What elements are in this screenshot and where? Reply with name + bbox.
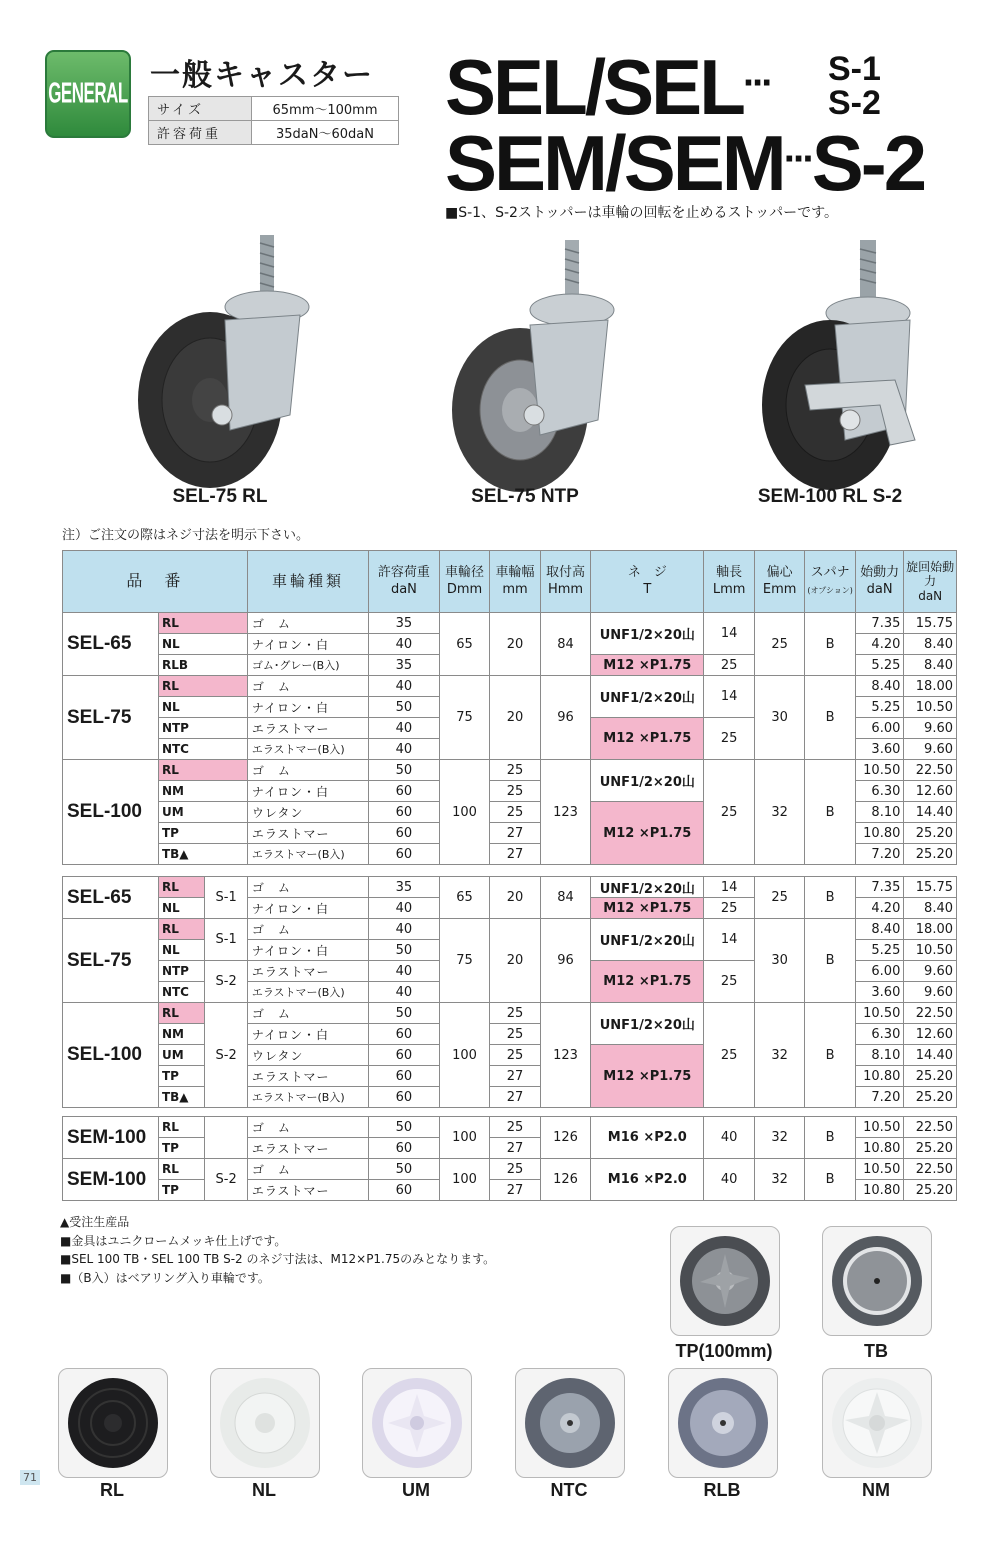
footnote: ■SEL 100 TB・SEL 100 TB S-2 のネジ寸法は、M12×P1.75のみとなります。 bbox=[60, 1252, 496, 1267]
load: 40 bbox=[369, 634, 440, 655]
load: 40 bbox=[369, 919, 440, 940]
table-row bbox=[63, 676, 957, 697]
wheel-code: RL bbox=[158, 760, 247, 781]
header-offset: 偏心 Emm bbox=[754, 551, 805, 613]
load: 60 bbox=[369, 823, 440, 844]
load: 40 bbox=[369, 718, 440, 739]
diameter: 75 bbox=[439, 919, 490, 1003]
stopper-note: ■S-1、S-2ストッパーは車輪の回転を止めるストッパーです。 bbox=[445, 205, 838, 221]
thread: M16 ×P2.0 bbox=[591, 1159, 704, 1201]
wheel-code: NM bbox=[158, 781, 247, 802]
start-force: 5.25 bbox=[855, 940, 903, 961]
swivel-force: 9.60 bbox=[904, 718, 957, 739]
height: 126 bbox=[540, 1159, 591, 1201]
wheel-type: ゴム･グレー(B入) bbox=[247, 655, 368, 676]
start-force: 7.35 bbox=[855, 877, 903, 898]
product-label: SEL-75 RL bbox=[172, 486, 268, 507]
title-suffix-s1: S-1 bbox=[828, 50, 881, 88]
title-line1: SEL/SEL··· bbox=[445, 43, 771, 131]
width: 27 bbox=[490, 844, 541, 865]
width: 25 bbox=[490, 1003, 541, 1024]
model-name: SEL-65 bbox=[63, 613, 159, 676]
height: 126 bbox=[540, 1117, 591, 1159]
wheel-code: TP bbox=[158, 823, 247, 844]
footnote: ▲受注生産品 bbox=[60, 1215, 130, 1229]
wheel-type: ナイロン・白 bbox=[247, 1024, 368, 1045]
wheel-code: NL bbox=[158, 940, 204, 961]
wheel-type: エラストマー(B入) bbox=[247, 1087, 368, 1108]
table-row bbox=[63, 877, 957, 898]
offset: 30 bbox=[754, 919, 805, 1003]
category-title: 一般キャスター bbox=[150, 58, 374, 93]
height: 84 bbox=[540, 613, 591, 676]
wheel-label: RLB bbox=[703, 1480, 741, 1500]
header-spanner: スパナ (オプション) bbox=[805, 551, 856, 613]
swivel-force: 25.20 bbox=[904, 844, 957, 865]
wheel-type: ナイロン・白 bbox=[247, 634, 368, 655]
header-width: 車輪幅 mm bbox=[490, 551, 541, 613]
wheel-type: ゴ ム bbox=[247, 676, 368, 697]
offset: 30 bbox=[754, 676, 805, 760]
wheel-code: RLB bbox=[158, 655, 247, 676]
thread: UNF1/2×20山 bbox=[591, 613, 704, 655]
axle: 25 bbox=[704, 1003, 755, 1108]
spec-table bbox=[148, 96, 399, 145]
start-force: 3.60 bbox=[855, 982, 903, 1003]
swivel-force: 8.40 bbox=[904, 655, 957, 676]
model-name: SEL-75 bbox=[63, 676, 159, 760]
height: 96 bbox=[540, 919, 591, 1003]
wheel-type: エラストマー(B入) bbox=[247, 739, 368, 760]
swivel-force: 22.50 bbox=[904, 1003, 957, 1024]
width: 25 bbox=[490, 1045, 541, 1066]
title-line2: SEM/SEM···S-2 bbox=[445, 119, 925, 207]
swivel-force: 15.75 bbox=[904, 877, 957, 898]
width: 27 bbox=[490, 1066, 541, 1087]
page-number: 71 bbox=[20, 1470, 40, 1485]
load: 40 bbox=[369, 739, 440, 760]
wheel-label: UM bbox=[402, 1480, 430, 1500]
spec-key: サイズ bbox=[149, 97, 252, 121]
load: 60 bbox=[369, 802, 440, 823]
spanner: B bbox=[805, 760, 856, 865]
model-name: SEM-100 bbox=[63, 1117, 159, 1159]
start-force: 10.80 bbox=[855, 823, 903, 844]
load: 50 bbox=[369, 1003, 440, 1024]
swivel-force: 25.20 bbox=[904, 823, 957, 844]
wheel-sample-tp bbox=[670, 1226, 780, 1336]
thread: UNF1/2×20山 bbox=[591, 919, 704, 961]
wheel-type: ウレタン bbox=[247, 1045, 368, 1066]
wheel-type: エラストマー(B入) bbox=[247, 982, 368, 1003]
stopper-type: S-1 bbox=[205, 877, 247, 919]
thread: M12 ×P1.75 bbox=[591, 655, 704, 676]
wheel-code: RL bbox=[158, 919, 204, 940]
header-diameter: 車輪径 Dmm bbox=[439, 551, 490, 613]
start-force: 6.30 bbox=[855, 781, 903, 802]
wheel-type: ゴ ム bbox=[247, 760, 368, 781]
thread: UNF1/2×20山 bbox=[591, 1003, 704, 1045]
width: 20 bbox=[490, 613, 541, 676]
thread: UNF1/2×20山 bbox=[591, 676, 704, 718]
swivel-force: 14.40 bbox=[904, 802, 957, 823]
wheel-code: NM bbox=[158, 1024, 204, 1045]
table-row bbox=[63, 919, 957, 940]
load: 40 bbox=[369, 898, 440, 919]
start-force: 10.50 bbox=[855, 760, 903, 781]
offset: 25 bbox=[754, 877, 805, 919]
header-model: 品 番 bbox=[63, 551, 248, 613]
swivel-force: 18.00 bbox=[904, 919, 957, 940]
stopper-type: S-2 bbox=[205, 1003, 247, 1108]
wheel-type: ナイロン・白 bbox=[247, 940, 368, 961]
thread: M12 ×P1.75 bbox=[591, 802, 704, 865]
wheel-code: TB▲ bbox=[158, 1087, 204, 1108]
axle: 40 bbox=[704, 1117, 755, 1159]
width: 25 bbox=[490, 781, 541, 802]
load: 60 bbox=[369, 1180, 440, 1201]
height: 123 bbox=[540, 1003, 591, 1108]
wheel-label: TB bbox=[864, 1341, 888, 1361]
offset: 32 bbox=[754, 760, 805, 865]
thread: UNF1/2×20山 bbox=[591, 877, 704, 898]
load: 35 bbox=[369, 877, 440, 898]
wheel-code: RL bbox=[158, 1003, 204, 1024]
wheel-code: NL bbox=[158, 697, 247, 718]
width: 20 bbox=[490, 919, 541, 1003]
wheel-type: ナイロン・白 bbox=[247, 697, 368, 718]
wheel-type: ゴ ム bbox=[247, 919, 368, 940]
model-name: SEL-65 bbox=[63, 877, 159, 919]
start-force: 10.80 bbox=[855, 1066, 903, 1087]
load: 50 bbox=[369, 760, 440, 781]
height: 96 bbox=[540, 676, 591, 760]
load: 40 bbox=[369, 982, 440, 1003]
load: 40 bbox=[369, 961, 440, 982]
product-label: SEM-100 RL S-2 bbox=[757, 486, 903, 507]
spanner: B bbox=[805, 919, 856, 1003]
wheel-type: ゴ ム bbox=[247, 1117, 368, 1138]
title-suffix-s2: S-2 bbox=[828, 84, 881, 122]
start-force: 4.20 bbox=[855, 634, 903, 655]
load: 60 bbox=[369, 781, 440, 802]
spec-table-stopper bbox=[62, 876, 957, 1108]
model-name: SEL-100 bbox=[63, 760, 159, 865]
axle: 25 bbox=[704, 718, 755, 760]
swivel-force: 14.40 bbox=[904, 1045, 957, 1066]
width: 25 bbox=[490, 802, 541, 823]
stopper-type: S-2 bbox=[205, 1159, 247, 1201]
swivel-force: 18.00 bbox=[904, 676, 957, 697]
width: 27 bbox=[490, 1138, 541, 1159]
diameter: 75 bbox=[439, 676, 490, 760]
start-force: 5.25 bbox=[855, 655, 903, 676]
table-row bbox=[63, 613, 957, 634]
caster-photo-sem100rls2 bbox=[720, 235, 970, 505]
start-force: 7.20 bbox=[855, 844, 903, 865]
start-force: 6.00 bbox=[855, 718, 903, 739]
spanner: B bbox=[805, 1117, 856, 1159]
product-label: SEL-75 NTP bbox=[471, 486, 579, 507]
load: 60 bbox=[369, 1087, 440, 1108]
width: 25 bbox=[490, 1024, 541, 1045]
start-force: 8.40 bbox=[855, 676, 903, 697]
stopper-type bbox=[205, 1117, 247, 1159]
load: 60 bbox=[369, 1045, 440, 1066]
header-height: 取付高 Hmm bbox=[540, 551, 591, 613]
thread: UNF1/2×20山 bbox=[591, 760, 704, 802]
wheel-type: ウレタン bbox=[247, 802, 368, 823]
diameter: 65 bbox=[439, 613, 490, 676]
swivel-force: 25.20 bbox=[904, 1138, 957, 1159]
width: 20 bbox=[490, 877, 541, 919]
swivel-force: 25.20 bbox=[904, 1180, 957, 1201]
order-note: 注）ご注文の際はネジ寸法を明示下さい。 bbox=[62, 528, 310, 543]
wheel-code: RL bbox=[158, 676, 247, 697]
wheel-sample-nl bbox=[210, 1368, 320, 1478]
table-row bbox=[63, 1003, 957, 1024]
offset: 32 bbox=[754, 1117, 805, 1159]
swivel-force: 10.50 bbox=[904, 697, 957, 718]
diameter: 100 bbox=[439, 760, 490, 865]
wheel-type: ゴ ム bbox=[247, 877, 368, 898]
spec-key: 許容荷重 bbox=[149, 121, 252, 145]
wheel-type: ゴ ム bbox=[247, 1159, 368, 1180]
height: 84 bbox=[540, 877, 591, 919]
spanner: B bbox=[805, 1159, 856, 1201]
start-force: 5.25 bbox=[855, 697, 903, 718]
wheel-code: TB▲ bbox=[158, 844, 247, 865]
start-force: 7.35 bbox=[855, 613, 903, 634]
wheel-sample-ntc bbox=[515, 1368, 625, 1478]
model-name: SEM-100 bbox=[63, 1159, 159, 1201]
spanner: B bbox=[805, 1003, 856, 1108]
swivel-force: 9.60 bbox=[904, 739, 957, 760]
wheel-type: エラストマー(B入) bbox=[247, 844, 368, 865]
load: 35 bbox=[369, 613, 440, 634]
wheel-code: RL bbox=[158, 877, 204, 898]
axle: 14 bbox=[704, 877, 755, 898]
wheel-code: TP bbox=[158, 1138, 204, 1159]
title-dots: ··· bbox=[783, 137, 812, 181]
start-force: 6.00 bbox=[855, 961, 903, 982]
wheel-code: NTP bbox=[158, 718, 247, 739]
wheel-type: エラストマー bbox=[247, 823, 368, 844]
swivel-force: 22.50 bbox=[904, 1159, 957, 1180]
header-load: 許容荷重 daN bbox=[369, 551, 440, 613]
wheel-code: RL bbox=[158, 1117, 204, 1138]
offset: 32 bbox=[754, 1159, 805, 1201]
wheel-type: エラストマー bbox=[247, 961, 368, 982]
swivel-force: 22.50 bbox=[904, 760, 957, 781]
header-axle: 軸長 Lmm bbox=[704, 551, 755, 613]
start-force: 10.50 bbox=[855, 1159, 903, 1180]
spec-table-sem bbox=[62, 1116, 957, 1201]
footnote: ■金具はユニクロームメッキ仕上げです。 bbox=[60, 1233, 287, 1248]
load: 50 bbox=[369, 940, 440, 961]
table-row bbox=[63, 1117, 957, 1138]
swivel-force: 25.20 bbox=[904, 1066, 957, 1087]
wheel-sample-rlb bbox=[668, 1368, 778, 1478]
load: 60 bbox=[369, 1138, 440, 1159]
load: 50 bbox=[369, 1117, 440, 1138]
wheel-code: TP bbox=[158, 1066, 204, 1087]
width: 25 bbox=[490, 760, 541, 781]
wheel-sample-tb bbox=[822, 1226, 932, 1336]
start-force: 3.60 bbox=[855, 739, 903, 760]
swivel-force: 25.20 bbox=[904, 1087, 957, 1108]
width: 25 bbox=[490, 1117, 541, 1138]
axle: 25 bbox=[704, 898, 755, 919]
wheel-code: RL bbox=[158, 1159, 204, 1180]
footnote: ■（B入）はベアリング入り車輪です。 bbox=[60, 1270, 270, 1285]
start-force: 8.40 bbox=[855, 919, 903, 940]
wheel-code: NTP bbox=[158, 961, 204, 982]
load: 60 bbox=[369, 1024, 440, 1045]
stopper-type: S-2 bbox=[205, 961, 247, 1003]
wheel-code: UM bbox=[158, 1045, 204, 1066]
wheel-type: エラストマー bbox=[247, 1180, 368, 1201]
spec-value: 35daN～60daN bbox=[252, 121, 399, 145]
start-force: 10.50 bbox=[855, 1117, 903, 1138]
header-start-force: 始動力 daN bbox=[855, 551, 903, 613]
wheel-sample-nm bbox=[822, 1368, 932, 1478]
diameter: 100 bbox=[439, 1117, 490, 1159]
model-name: SEL-100 bbox=[63, 1003, 159, 1108]
wheel-type: エラストマー bbox=[247, 718, 368, 739]
load: 50 bbox=[369, 697, 440, 718]
caster-photo-sel75rl bbox=[110, 225, 360, 495]
swivel-force: 8.40 bbox=[904, 898, 957, 919]
table-row bbox=[63, 1159, 957, 1180]
thread: M12 ×P1.75 bbox=[591, 718, 704, 760]
wheel-label: TP(100mm) bbox=[675, 1341, 773, 1361]
width: 27 bbox=[490, 823, 541, 844]
load: 40 bbox=[369, 676, 440, 697]
spanner: B bbox=[805, 676, 856, 760]
wheel-type: エラストマー bbox=[247, 1066, 368, 1087]
start-force: 8.10 bbox=[855, 1045, 903, 1066]
wheel-type: ゴ ム bbox=[247, 613, 368, 634]
load: 60 bbox=[369, 844, 440, 865]
width: 27 bbox=[490, 1180, 541, 1201]
start-force: 10.50 bbox=[855, 1003, 903, 1024]
thread: M12 ×P1.75 bbox=[591, 898, 704, 919]
table-row bbox=[63, 760, 957, 781]
spec-value: 65mm～100mm bbox=[252, 97, 399, 121]
swivel-force: 8.40 bbox=[904, 634, 957, 655]
start-force: 4.20 bbox=[855, 898, 903, 919]
wheel-type: ナイロン・白 bbox=[247, 898, 368, 919]
width: 20 bbox=[490, 676, 541, 760]
diameter: 100 bbox=[439, 1003, 490, 1108]
wheel-code: RL bbox=[158, 613, 247, 634]
wheel-sample-rl bbox=[58, 1368, 168, 1478]
start-force: 7.20 bbox=[855, 1087, 903, 1108]
wheel-code: NTC bbox=[158, 739, 247, 760]
swivel-force: 12.60 bbox=[904, 1024, 957, 1045]
wheel-type: ゴ ム bbox=[247, 1003, 368, 1024]
wheel-code: TP bbox=[158, 1180, 204, 1201]
header-wheel-type: 車輪種類 bbox=[247, 551, 368, 613]
swivel-force: 22.50 bbox=[904, 1117, 957, 1138]
thread: M16 ×P2.0 bbox=[591, 1117, 704, 1159]
axle: 14 bbox=[704, 676, 755, 718]
swivel-force: 12.60 bbox=[904, 781, 957, 802]
wheel-label: RL bbox=[100, 1480, 124, 1500]
wheel-label: NTC bbox=[550, 1480, 588, 1500]
axle: 25 bbox=[704, 760, 755, 865]
axle: 14 bbox=[704, 613, 755, 655]
thread: M12 ×P1.75 bbox=[591, 961, 704, 1003]
axle: 25 bbox=[704, 961, 755, 1003]
width: 27 bbox=[490, 1087, 541, 1108]
start-force: 10.80 bbox=[855, 1180, 903, 1201]
wheel-code: NL bbox=[158, 898, 204, 919]
swivel-force: 9.60 bbox=[904, 961, 957, 982]
start-force: 8.10 bbox=[855, 802, 903, 823]
general-badge: GENERAL bbox=[45, 50, 131, 138]
thread: M12 ×P1.75 bbox=[591, 1045, 704, 1108]
height: 123 bbox=[540, 760, 591, 865]
wheel-label: NL bbox=[252, 1480, 276, 1500]
spanner: B bbox=[805, 613, 856, 676]
diameter: 65 bbox=[439, 877, 490, 919]
swivel-force: 10.50 bbox=[904, 940, 957, 961]
wheel-sample-um bbox=[362, 1368, 472, 1478]
axle: 25 bbox=[704, 655, 755, 676]
spec-table-standard bbox=[62, 550, 957, 865]
load: 35 bbox=[369, 655, 440, 676]
footnotes bbox=[60, 1213, 495, 1287]
diameter: 100 bbox=[439, 1159, 490, 1201]
offset: 32 bbox=[754, 1003, 805, 1108]
caster-photo-sel75ntp bbox=[430, 235, 680, 505]
swivel-force: 9.60 bbox=[904, 982, 957, 1003]
wheel-type: ナイロン・白 bbox=[247, 781, 368, 802]
load: 60 bbox=[369, 1066, 440, 1087]
stopper-type: S-1 bbox=[205, 919, 247, 961]
wheel-code: NTC bbox=[158, 982, 204, 1003]
swivel-force: 15.75 bbox=[904, 613, 957, 634]
wheel-label: NM bbox=[862, 1480, 890, 1500]
width: 25 bbox=[490, 1159, 541, 1180]
start-force: 10.80 bbox=[855, 1138, 903, 1159]
wheel-code: NL bbox=[158, 634, 247, 655]
start-force: 6.30 bbox=[855, 1024, 903, 1045]
wheel-type: エラストマー bbox=[247, 1138, 368, 1159]
load: 50 bbox=[369, 1159, 440, 1180]
header-swivel-force: 旋回始動力 daN bbox=[904, 551, 957, 613]
axle: 40 bbox=[704, 1159, 755, 1201]
wheel-code: UM bbox=[158, 802, 247, 823]
axle: 14 bbox=[704, 919, 755, 961]
header-thread: ネ ジ T bbox=[591, 551, 704, 613]
title-dots: ··· bbox=[742, 61, 771, 105]
spanner: B bbox=[805, 877, 856, 919]
offset: 25 bbox=[754, 613, 805, 676]
model-name: SEL-75 bbox=[63, 919, 159, 1003]
